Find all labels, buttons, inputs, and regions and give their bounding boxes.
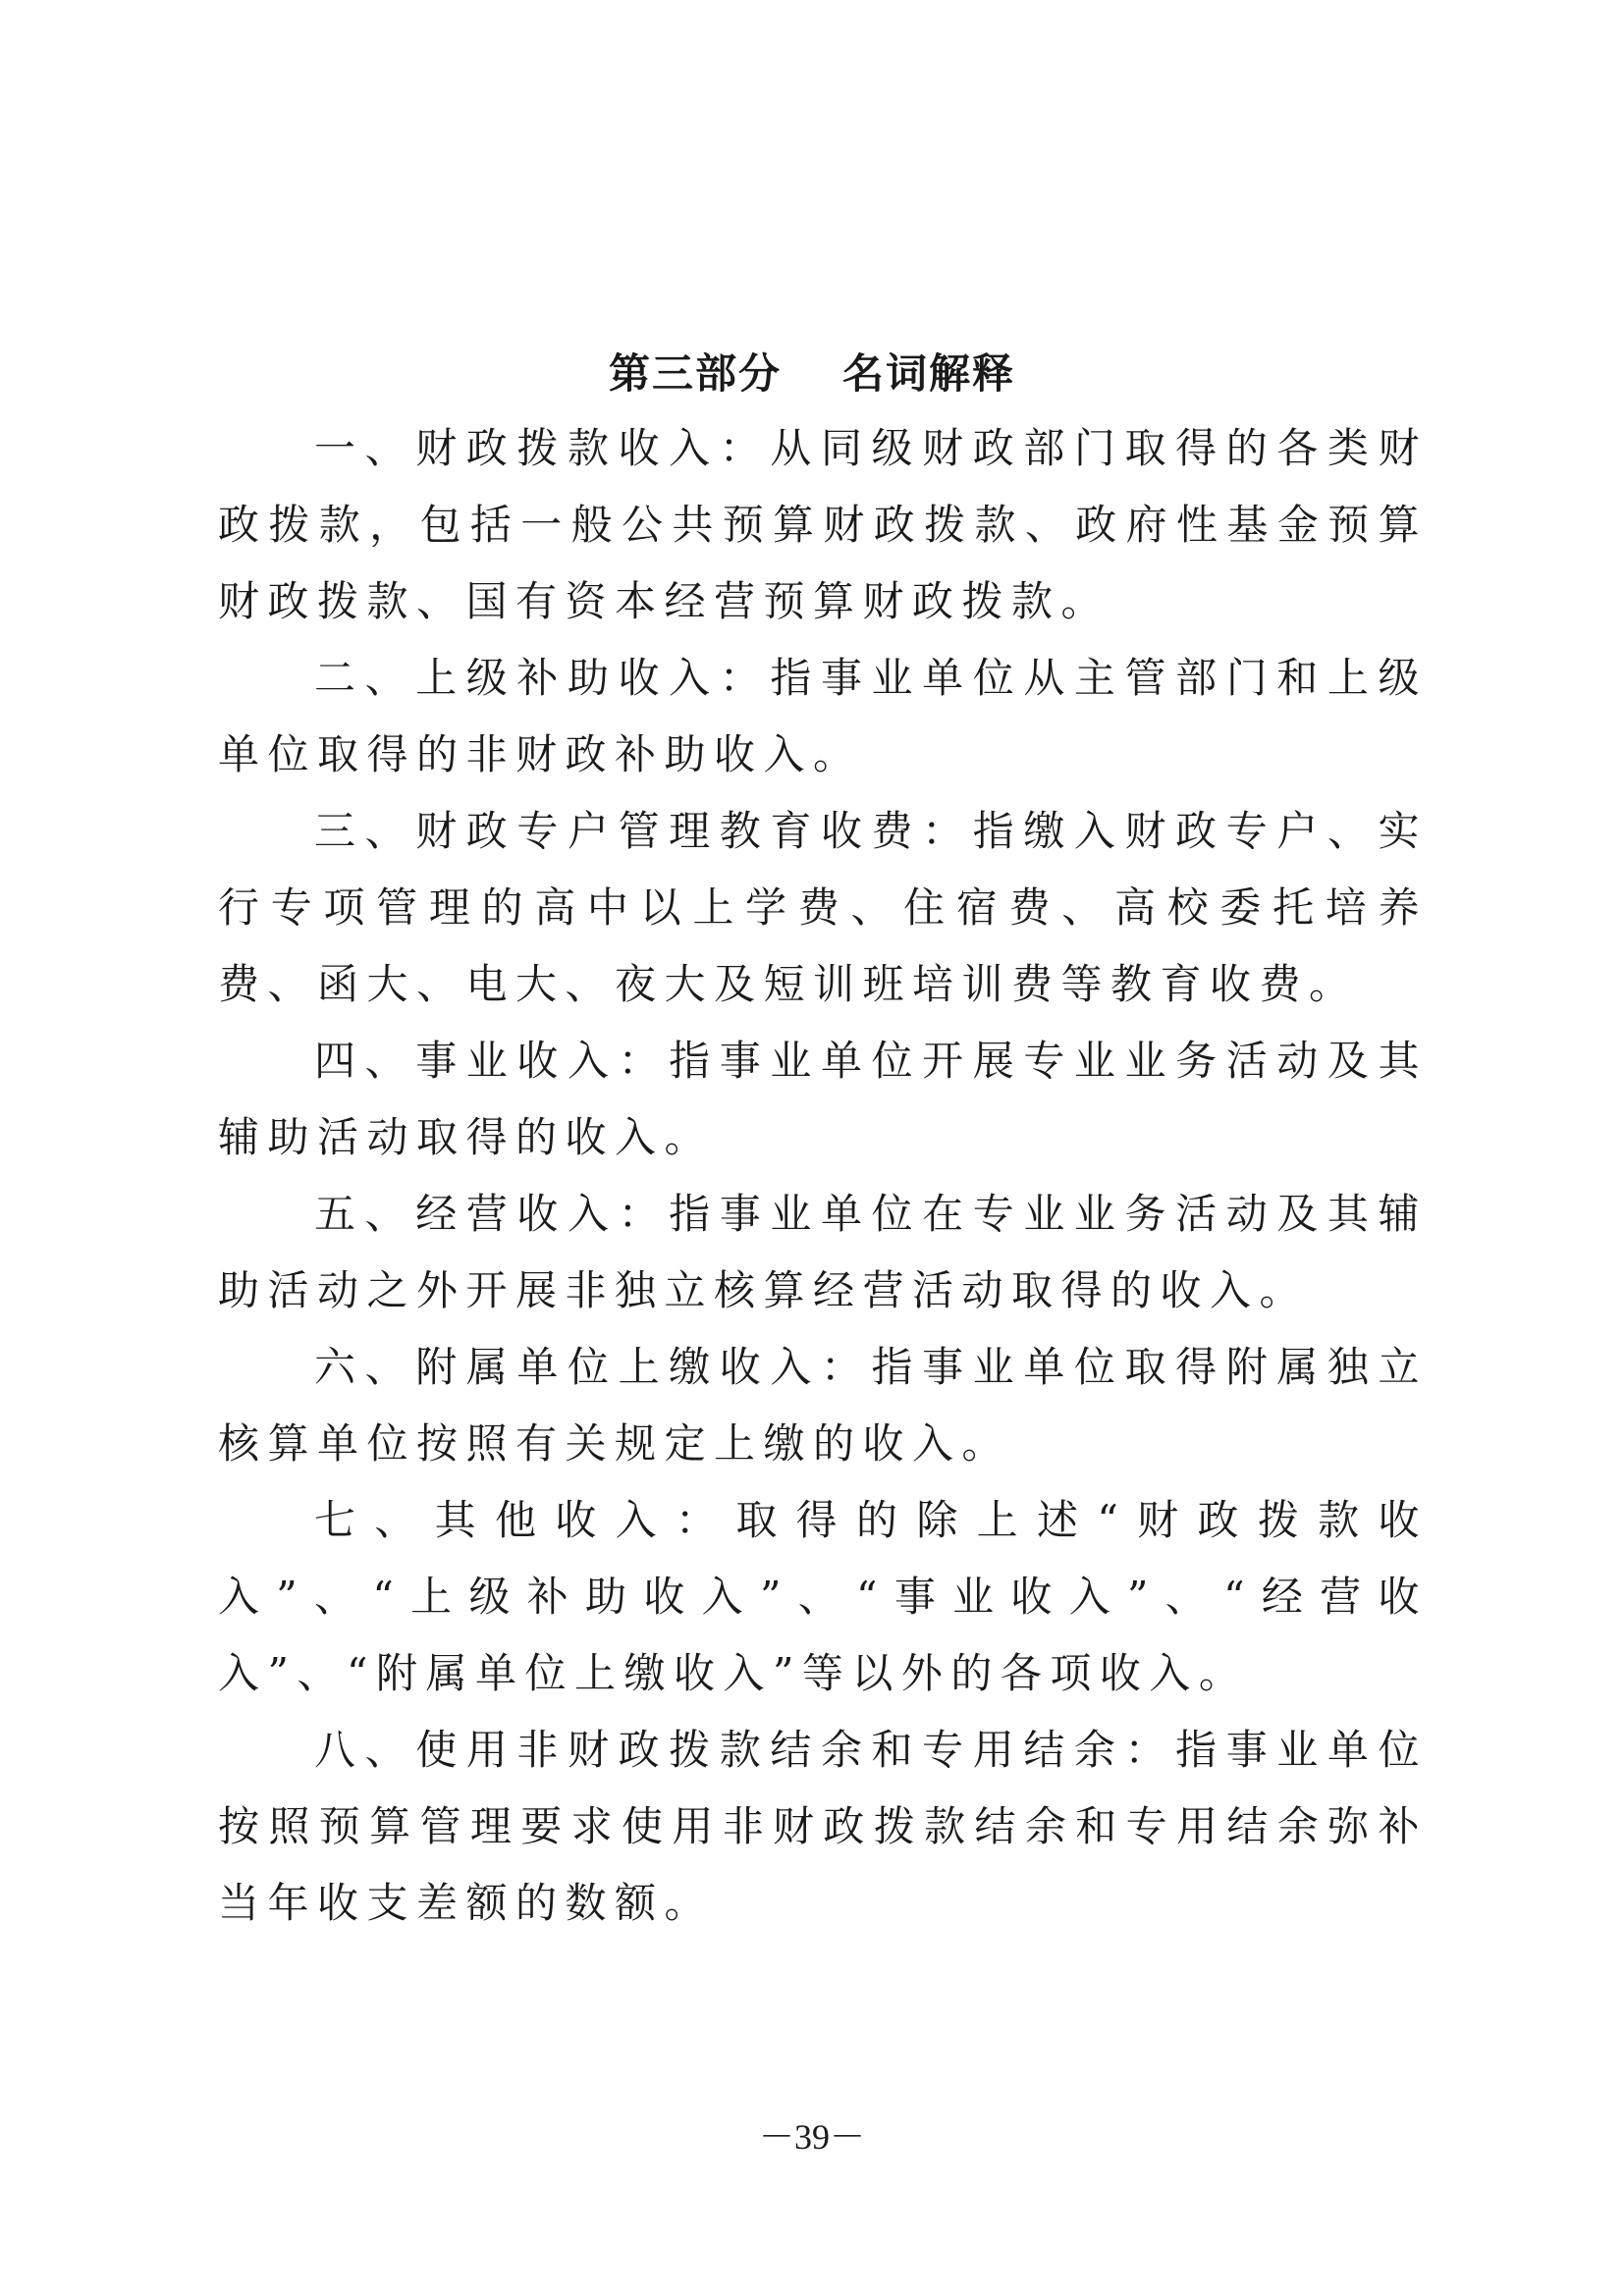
title-part: 第三部分	[608, 349, 782, 398]
paragraph-8: 八、使用非财政拨款结余和专用结余：指事业单位按照预算管理要求使用非财政拨款结余和专用结余弥补当年收支差额的数额。	[218, 1726, 1428, 1927]
paragraph-5: 五、经营收入：指事业单位在专业业务活动及其辅助活动之外开展非独立核算经营活动取得的收入。	[218, 1190, 1428, 1314]
paragraph-1: 一、财政拨款收入：从同级财政部门取得的各类财政拨款，包括一般公共预算财政拨款、政府性基金预算财政拨款、国有资本经营预算财政拨款。	[218, 424, 1428, 625]
page-number: －39－	[758, 2117, 865, 2157]
page-title	[0, 340, 1624, 408]
title-name: 名词解释	[842, 349, 1016, 398]
paragraph-7: 七、其他收入：取得的除上述“财政拨款收入”、“上级补助收入”、“事业收入”、“经营收入”、“附属单位上缴收入”等以外的各项收入。	[218, 1496, 1428, 1697]
paragraph-2: 二、上级补助收入：指事业单位从主管部门和上级单位取得的非财政补助收入。	[218, 654, 1428, 778]
paragraph-6: 六、附属单位上缴收入：指事业单位取得附属独立核算单位按照有关规定上缴的收入。	[218, 1343, 1428, 1468]
paragraph-4: 四、事业收入：指事业单位开展专业业务活动及其辅助活动取得的收入。	[218, 1037, 1428, 1161]
paragraph-3: 三、财政专户管理教育收费：指缴入财政专户、实行专项管理的高中以上学费、住宿费、高校委托培养费、函大、电大、夜大及短训班培训费等教育收费。	[218, 807, 1428, 1008]
